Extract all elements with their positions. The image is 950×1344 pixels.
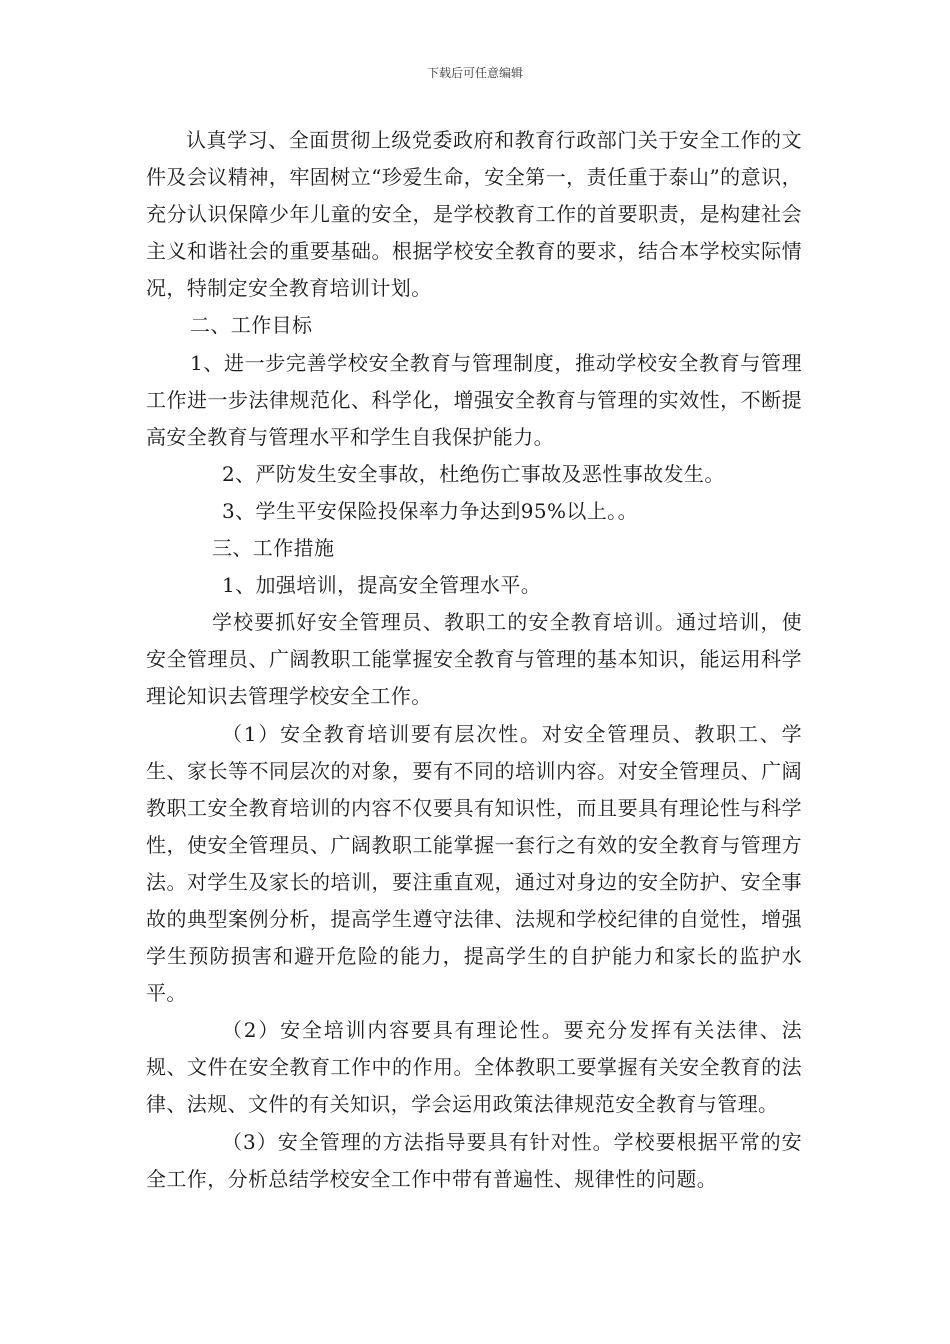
paragraph-training-item-1: （1）安全教育培训要有层次性。对安全管理员、教职工、学生、家长等不同层次的对象，要有不同的培训内容。对安全管理员、广阔教职工安全教育培训的内容不仅要具有知识性，而且要具有理论性与科学性，使安全管理员、广阔教职工能掌握一套行之有效的安全教育与管理方法。对学生及家长的培训，要注重直观，通过对身边的安全防护、安全事故的典型案例分析，提高学生遵守法律、法规和学校纪律的自觉性，增强学生预防损害和避开危险的能力，提高学生的自护能力和家长的监护水平。: [146, 721, 802, 1006]
document-body: [146, 122, 802, 1198]
paragraph-intro: 认真学习、全面贯彻上级党委政府和教育行政部门关于安全工作的文件及会议精神，牢固树立“珍爱生命，安全第一，责任重于泰山”的意识，充分认识保障少年儿童的安全，是学校教育工作的首要职责，是构建社会主义和谐社会的重要基础。根据学校安全教育的要求，结合本学校实际情况，特制定安全教育培训计划。: [146, 128, 802, 301]
paragraph-measure-1: 1、加强培训，提高安全管理水平。: [222, 573, 542, 598]
paragraph-goal-1: 1、进一步完善学校安全教育与管理制度，推动学校安全教育与管理工作进一步法律规范化、科学化，增强安全教育与管理的实效性，不断提高安全教育与管理水平和学生自我保护能力。: [146, 350, 802, 449]
heading-work-measures: 三、工作措施: [212, 536, 335, 561]
paragraph-training: 学校要抓好安全管理员、教职工的安全教育培训。通过培训，使安全管理员、广阔教职工能掌握安全教育与管理的基本知识，能运用科学理论知识去管理学校安全工作。: [146, 610, 802, 709]
paragraph-training-item-2: （2）安全培训内容要具有理论性。要充分发挥有关法律、法规、文件在安全教育工作中的作用。全体教职工要掌握有关安全教育的法律、法规、文件的有关知识，学会运用政策法律规范安全教育与管理。: [146, 1018, 802, 1117]
paragraph-goal-3: 3、学生平安保险投保率力争达到95%以上。。: [222, 498, 638, 523]
page-header: 下载后可任意编辑: [426, 66, 523, 80]
heading-work-goals: 二、工作目标: [190, 313, 313, 338]
paragraph-training-item-3: （3）安全管理的方法指导要具有针对性。学校要根据平常的安全工作，分析总结学校安全工作中带有普遍性、规律性的问题。: [146, 1129, 802, 1191]
paragraph-goal-2: 2、严防发生安全事故，杜绝伤亡事故及恶性事故发生。: [222, 461, 725, 486]
